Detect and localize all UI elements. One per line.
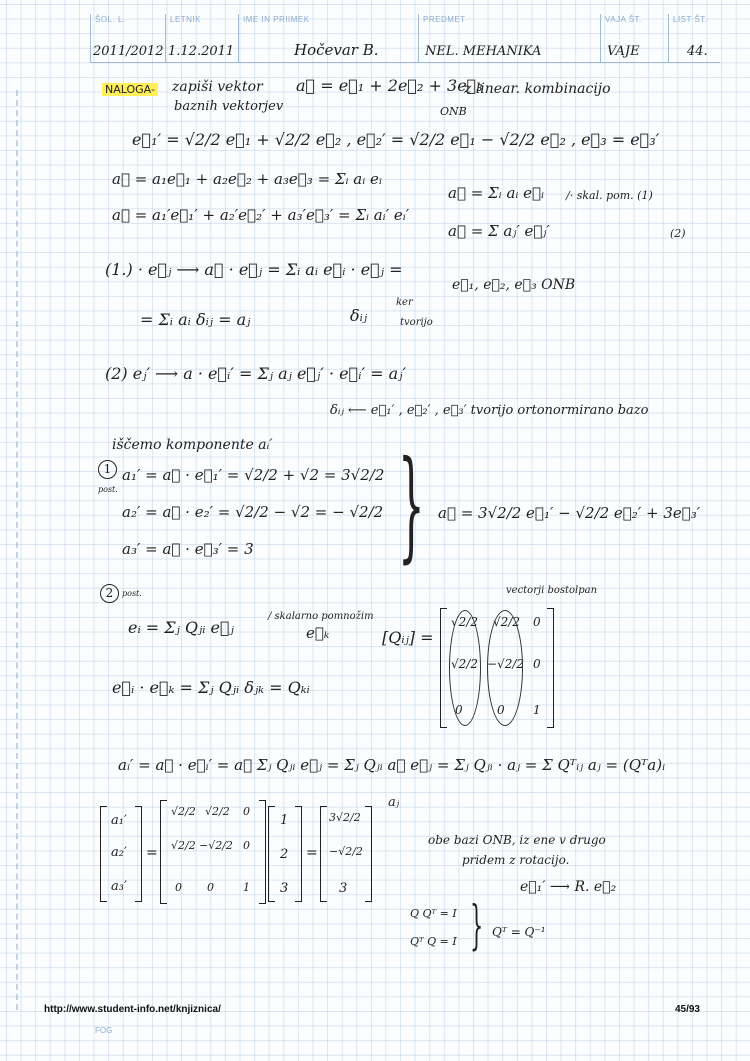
- component-1: a₁′ = a⃗ · e⃗₁′ = √2/2 + √2 = 3√2/2: [122, 466, 385, 484]
- matrix-cell: 0: [207, 881, 214, 894]
- task-vector: a⃗ = e⃗₁ + 2e⃗₂ + 3e⃗₃: [296, 76, 483, 95]
- small-brace: }: [470, 896, 484, 956]
- header-subject: NEL. MEHANIKA: [425, 44, 542, 59]
- eq2-line-b: δᵢⱼ ⟵ e⃗₁′ , e⃗₂′ , e⃗₃′ tvorijo ortonormirano bazo: [330, 403, 649, 418]
- ei-ek-product: e⃗ᵢ · e⃗ₖ = Σⱼ Qⱼᵢ δⱼₖ = Qₖᵢ: [112, 678, 310, 697]
- header-name: Hočevar B.: [294, 41, 379, 59]
- side-eq-2: a⃗ = Σ aⱼ′ e⃗ⱼ′: [448, 222, 550, 240]
- vector-cell: a₁′: [111, 813, 127, 828]
- matrix-cell: 0: [243, 805, 250, 818]
- matrix-cell: 0: [497, 703, 505, 717]
- eq1-line-b: = Σᵢ aᵢ δᵢⱼ = aⱼ: [140, 310, 251, 329]
- equals-sign: =: [306, 845, 318, 861]
- header-cell-letnik: [165, 14, 235, 62]
- side-note-2: (2): [670, 227, 686, 240]
- matrix-cell: 0: [533, 615, 541, 629]
- note-line-2: pridem z rotacijo.: [462, 853, 570, 867]
- q-transpose-matrix: [160, 800, 266, 904]
- vector-cell: 2: [280, 847, 289, 862]
- matrix-cell: 0: [455, 703, 463, 717]
- equals-sign: =: [146, 845, 158, 861]
- ei-expansion: eᵢ = Σⱼ Qⱼᵢ e⃗ⱼ: [128, 618, 234, 637]
- header-label: PREDMET: [423, 15, 466, 24]
- sum-primed: a⃗ = a₁′e⃗₁′ + a₂′e⃗₂′ + a₃′e⃗₃′ = Σᵢ aᵢ′ eᵢ′: [112, 206, 410, 224]
- header-cell-vaja: [600, 14, 666, 62]
- long-equation: aᵢ′ = a⃗ · e⃗ᵢ′ = a⃗ Σⱼ Qⱼᵢ e⃗ⱼ = Σⱼ Qⱼᵢ a⃗ e⃗ⱼ = Σⱼ Qⱼᵢ · aⱼ = Σ Qᵀᵢⱼ aⱼ = (Qᵀa)ᵢ: [118, 756, 666, 774]
- point-2-marker: [100, 584, 119, 603]
- header-sheet: 44.: [687, 44, 708, 59]
- post-label: post.: [98, 485, 118, 494]
- ker-label: ker: [396, 297, 413, 308]
- side-note-1: /· skal. pom. (1): [566, 189, 653, 202]
- matrix-cell: √2/2: [171, 805, 196, 818]
- header-type: VAJE: [607, 44, 640, 59]
- footer-url[interactable]: http://www.student-info.net/knjiznica/: [44, 1004, 221, 1015]
- matrix-cell: 1: [533, 703, 541, 717]
- matrix-cell: √2/2: [171, 839, 196, 852]
- matrix-cell: 0: [175, 881, 182, 894]
- orthogonality-1: Q Qᵀ = I: [410, 907, 457, 920]
- matrix-cell: 1: [243, 881, 250, 894]
- header-cell-sheet: [668, 14, 721, 62]
- result-vector: a⃗ = 3√2/2 e⃗₁′ − √2/2 e⃗₂′ + 3e⃗₃′: [438, 504, 701, 522]
- header-label: LETNIK: [170, 15, 202, 24]
- task-text: zapiši vektor: [172, 79, 263, 95]
- header-label: VAJA ŠT.: [605, 15, 642, 24]
- post-label: post.: [122, 589, 142, 598]
- matrix-cell: −√2/2: [487, 657, 525, 671]
- side-eq-1: a⃗ = Σᵢ aᵢ e⃗ᵢ: [448, 184, 545, 202]
- header-cell-school: [90, 14, 164, 62]
- right-brace: }: [398, 436, 425, 575]
- vector-cell: 1: [280, 813, 289, 828]
- column-loop: [449, 610, 481, 726]
- header-date: 1.12.2011: [168, 44, 235, 59]
- header-label: ŠOL. L.: [95, 15, 126, 24]
- point-2: 2: [100, 584, 119, 603]
- point-1-marker: [98, 460, 117, 479]
- component-2: a₂′ = a⃗ · e₂′ = √2/2 − √2 = − √2/2: [122, 503, 384, 521]
- naloga-highlight: NALOGA-: [102, 83, 158, 96]
- eq2-line-a: (2) eⱼ′ ⟶ a · e⃗ᵢ′ = Σⱼ aⱼ e⃗ⱼ′ · e⃗ᵢ′ = aⱼ′: [105, 364, 407, 383]
- header-label: LIST ŠT.: [673, 15, 708, 24]
- skal-note: / skalarno pomnožim: [268, 611, 374, 622]
- coefficient-vector: [268, 806, 302, 902]
- matrix-cell: √2/2: [451, 657, 478, 671]
- iscemo-text: iščemo komponente aᵢ′: [112, 437, 273, 453]
- vector-cell: −√2/2: [329, 845, 363, 858]
- eq1-line-a: (1.) · e⃗ⱼ ⟶ a⃗ · e⃗ⱼ = Σᵢ aᵢ e⃗ᵢ · e⃗ⱼ =: [105, 260, 403, 279]
- sum-unprimed: a⃗ = a₁e⃗₁ + a₂e⃗₂ + a₃e⃗₃ = Σᵢ aᵢ eᵢ: [112, 170, 382, 188]
- ek-label: e⃗ₖ: [306, 624, 330, 642]
- q-matrix: [440, 608, 554, 728]
- vector-cell: 3√2/2: [329, 811, 361, 824]
- rotation-note: e⃗₁′ ⟶ R. e⃗₂: [520, 879, 617, 895]
- task-text-2: z linear. kombinacijo: [464, 81, 611, 97]
- task-text-3: baznih vektorjev: [174, 99, 284, 114]
- matrix-cell: −√2/2: [199, 839, 233, 852]
- header-cell-name: [238, 14, 419, 62]
- delta-label: δᵢⱼ: [350, 306, 368, 325]
- column-loop: [487, 610, 523, 726]
- matrix-cell: 0: [243, 839, 250, 852]
- vector-cell: 3: [339, 881, 348, 896]
- qij-label: [Qᵢⱼ] =: [382, 628, 434, 647]
- page-number: 45/93: [674, 1004, 700, 1015]
- margin-line: [16, 90, 19, 1010]
- point-1: 1: [98, 460, 117, 479]
- footer-label: FOG: [95, 1026, 113, 1035]
- component-3: a₃′ = a⃗ · e⃗₃′ = 3: [122, 540, 254, 558]
- header-cell-subject: [418, 14, 599, 62]
- basis-definition: e⃗₁′ = √2/2 e⃗₁ + √2/2 e⃗₂ , e⃗₂′ = √2/2 e⃗₁ − √2/2 e⃗₂ , e⃗₃ = e⃗₃′: [132, 130, 660, 149]
- matrix-cell: 0: [533, 657, 541, 671]
- header-table: [90, 14, 720, 63]
- vector-cell: a₃′: [111, 879, 127, 894]
- aj-label: aⱼ: [388, 795, 400, 810]
- vectorji-note: vectorji bostolpan: [506, 585, 598, 596]
- matrix-cell: √2/2: [493, 615, 520, 629]
- vector-cell: a₂′: [111, 845, 127, 860]
- result-column-vector: [320, 806, 372, 902]
- vector-cell: 3: [280, 881, 289, 896]
- naloga-label: [102, 84, 158, 95]
- matrix-cell: √2/2: [205, 805, 230, 818]
- tvorijo-label: tvorijo: [400, 317, 433, 328]
- inverse-note: Qᵀ = Q⁻¹: [492, 925, 546, 939]
- note-line-1: obe bazi ONB, iz ene v drugo: [428, 833, 606, 847]
- header-label: IME IN PRIIMEK: [243, 15, 310, 24]
- matrix-cell: √2/2: [451, 615, 478, 629]
- onb-label: ONB: [440, 105, 467, 118]
- eq1-onb: e⃗₁, e⃗₂, e⃗₃ ONB: [452, 277, 576, 293]
- orthogonality-2: Qᵀ Q = I: [410, 935, 457, 948]
- primed-vector: [100, 806, 142, 902]
- header-year: 2011/2012: [93, 44, 164, 59]
